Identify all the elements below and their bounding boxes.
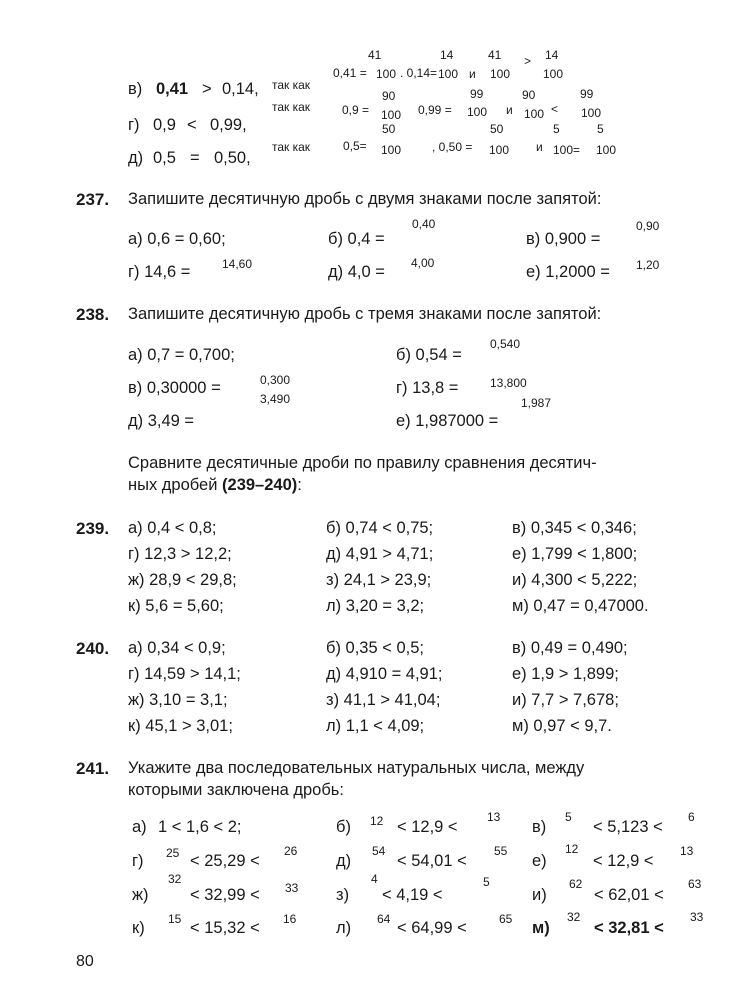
handwritten-answer: 13,800 — [490, 376, 527, 390]
hw-note: 50 — [490, 122, 504, 136]
ex236-d-sign: = — [190, 149, 200, 167]
handwritten-answer: 0,40 — [412, 217, 436, 231]
exercise-number: 238. — [76, 305, 110, 324]
ex236-v-expr-pre: 0,41 — [156, 80, 189, 98]
task-item: и) 4,300 < 5,222; — [512, 571, 638, 589]
handwritten-answer: 55 — [494, 844, 508, 858]
hw-note: 5 — [597, 122, 604, 136]
task-expression: < 32,81 < — [594, 919, 664, 937]
task-expression: < 12,9 < — [593, 852, 654, 870]
handwritten-answer: 1,987 — [521, 396, 552, 410]
handwritten-answer: 15 — [168, 912, 182, 926]
task-expression: < 62,01 < — [594, 886, 664, 904]
handwritten-answer: 33 — [285, 881, 299, 895]
ex236-v-sign: > — [202, 80, 212, 98]
task-expression: < 54,01 < — [397, 852, 467, 870]
ex236-g-expr-post: 0,99, — [210, 116, 247, 134]
task-expression: < 4,19 < — [382, 886, 443, 904]
handwritten-answer: 14,60 — [222, 257, 253, 271]
task-expression: < 32,99 < — [190, 886, 260, 904]
task-item: з) 24,1 > 23,9; — [326, 571, 432, 589]
handwritten-answer: 5 — [565, 810, 572, 824]
task-expression: < 25,29 < — [190, 852, 260, 870]
task-expression: < 15,32 < — [190, 919, 260, 937]
hw-note: и — [536, 140, 543, 154]
ex236-g-label: г) — [128, 116, 140, 134]
task-item: д) 4,910 = 4,91; — [326, 665, 443, 683]
ex236-d-expr-post: 0,50, — [214, 149, 251, 167]
hw-note: 100= — [553, 143, 581, 157]
page-number: 80 — [76, 953, 94, 970]
task-label: в) — [532, 818, 547, 836]
hw-note: 100 — [467, 105, 488, 119]
task-item: д) 4,91 > 4,71; — [326, 545, 434, 563]
task-item: б) 0,74 < 0,75; — [326, 519, 434, 537]
hw-note: > — [524, 54, 532, 68]
task-item: д) 3,49 = — [128, 412, 195, 430]
handwritten-answer: 0,300 — [260, 373, 291, 387]
handwritten-answer: 4 — [371, 872, 378, 886]
task-label: к) — [132, 919, 145, 937]
hw-note: 41 — [368, 48, 382, 62]
ex236-d-label: д) — [128, 149, 144, 167]
task-label: м) — [532, 919, 550, 937]
exercise-number: 239. — [76, 519, 110, 538]
handwritten-answer: 33 — [690, 910, 704, 924]
task-item: ж) 28,9 < 29,8; — [128, 571, 237, 589]
exercise-title-cont: которыми заключена дробь: — [128, 781, 344, 799]
task-label: з) — [336, 886, 350, 904]
hw-note: 0,41 = — [333, 66, 367, 80]
task-expression: < 5,123 < — [593, 818, 663, 836]
hw-note: 90 — [382, 89, 396, 103]
handwritten-answer: 3,490 — [260, 392, 291, 406]
handwritten-answer: 13 — [487, 810, 501, 824]
hw-note: 100 — [596, 143, 617, 157]
task-item: б) 0,35 < 0,5; — [326, 639, 424, 657]
exercise-number: 241. — [76, 759, 110, 778]
task-item: м) 0,97 < 9,7. — [512, 717, 612, 735]
hw-note: 14 — [545, 48, 559, 62]
handwritten-answer: 6 — [688, 810, 695, 824]
hw-note: 0,5= — [343, 139, 367, 153]
task-item: з) 41,1 > 41,04; — [326, 691, 441, 709]
task-item: е) 1,2000 = — [526, 263, 610, 281]
task-label: б) — [336, 818, 351, 836]
task-expression: < 12,9 < — [397, 818, 458, 836]
task-item: и) 7,7 > 7,678; — [512, 691, 619, 709]
task-label: д) — [336, 852, 352, 870]
task-item: е) 1,987000 = — [396, 412, 499, 430]
section-intro-line1: Сравните десятичные дроби по правилу сравнения десятич- — [128, 454, 597, 472]
handwritten-answer: 0,540 — [490, 337, 521, 351]
hw-note: 100 — [490, 67, 511, 81]
task-item: е) 1,9 > 1,899; — [512, 665, 619, 683]
exercise-number: 237. — [76, 190, 110, 209]
handwritten-answer: 63 — [688, 877, 702, 891]
task-label: и) — [532, 886, 547, 904]
task-item: а) 0,6 = 0,60; — [128, 230, 226, 248]
hw-note: 100 — [381, 108, 402, 122]
hw-note: 100 — [581, 106, 602, 120]
ex236-g-sign: < — [187, 116, 197, 134]
hw-note: 100 — [489, 143, 510, 157]
handwritten-answer: 64 — [377, 912, 391, 926]
handwritten-answer: 16 — [283, 912, 297, 926]
hw-note: и — [506, 103, 513, 117]
task-item: м) 0,47 = 0,47000. — [512, 597, 649, 615]
ex236-g-takkak: так как — [272, 100, 311, 114]
handwritten-answer: 25 — [166, 846, 180, 860]
handwritten-answer: 32 — [567, 910, 581, 924]
hw-note: 41 — [488, 48, 502, 62]
hw-note: 5 — [553, 122, 560, 136]
ex236-v-expr-post: 0,14, — [222, 80, 259, 98]
hw-note: 99 — [470, 87, 484, 101]
task-item: б) 0,54 = — [396, 346, 462, 364]
task-item: ж) 3,10 = 3,1; — [128, 691, 228, 709]
hw-note: 100 — [376, 67, 397, 81]
hw-note: 0,9 = — [342, 103, 370, 117]
task-item: в) 0,30000 = — [128, 379, 221, 397]
hw-note: 100 — [543, 67, 564, 81]
section-intro-line2: ных дробей (239–240): — [128, 476, 302, 494]
task-label: а) — [132, 818, 147, 836]
task-item: г) 13,8 = — [396, 379, 459, 397]
hw-note: 100 — [381, 143, 402, 157]
handwritten-answer: 4,00 — [411, 256, 435, 270]
ex236-g-expr-pre: 0,9 — [153, 116, 176, 134]
hw-note: 100 — [438, 67, 459, 81]
ex236-d-takkak: так как — [272, 140, 311, 154]
hw-note: и — [469, 67, 476, 81]
task-item: л) 1,1 < 4,09; — [326, 717, 425, 735]
ex236-v-label: в) — [128, 80, 143, 98]
hw-note: < — [551, 102, 559, 116]
task-item: в) 0,49 = 0,490; — [512, 639, 628, 657]
hw-note: 100 — [524, 107, 545, 121]
handwritten-answer: 62 — [569, 877, 583, 891]
task-label: ж) — [132, 886, 149, 904]
handwritten-answer: 1,20 — [636, 258, 660, 272]
handwritten-answer: 13 — [680, 844, 694, 858]
task-item: а) 0,4 < 0,8; — [128, 519, 217, 537]
exercise-number: 240. — [76, 639, 110, 658]
task-item: д) 4,0 = — [328, 263, 385, 281]
task-label: г) — [132, 852, 144, 870]
task-item: а) 0,34 < 0,9; — [128, 639, 226, 657]
exercise-title: Укажите два последовательных натуральных числа, между — [128, 759, 585, 777]
task-expression: 1 < 1,6 < 2; — [158, 818, 242, 836]
task-item: г) 12,3 > 12,2; — [128, 545, 232, 563]
handwritten-answer: 0,90 — [636, 219, 660, 233]
ex236-v-takkak: так как — [272, 78, 311, 92]
task-item: б) 0,4 = — [328, 230, 385, 248]
exercise-title: Запишите десятичную дробь с тремя знаками после запятой: — [128, 305, 602, 323]
handwritten-answer: 26 — [284, 844, 298, 858]
task-item: в) 0,345 < 0,346; — [512, 519, 637, 537]
task-item: е) 1,799 < 1,800; — [512, 545, 638, 563]
task-item: к) 5,6 = 5,60; — [128, 597, 224, 615]
handwritten-answer: 54 — [372, 844, 386, 858]
exercise-title: Запишите десятичную дробь с двумя знаками после запятой: — [128, 190, 602, 208]
handwritten-answer: 12 — [370, 814, 384, 828]
hw-note: 90 — [522, 88, 536, 102]
hw-note: , 0,50 = — [432, 140, 473, 154]
ex236-d-expr-pre: 0,5 — [153, 149, 176, 167]
task-label: л) — [336, 919, 352, 937]
task-item: л) 3,20 = 3,2; — [326, 597, 425, 615]
hw-note: 14 — [440, 48, 454, 62]
handwritten-answer: 5 — [483, 875, 490, 889]
hw-note: 50 — [382, 122, 396, 136]
task-expression: < 64,99 < — [397, 919, 467, 937]
task-item: г) 14,6 = — [128, 263, 191, 281]
task-item: к) 45,1 > 3,01; — [128, 717, 233, 735]
handwritten-answer: 32 — [168, 872, 182, 886]
task-item: г) 14,59 > 14,1; — [128, 665, 241, 683]
handwritten-answer: 12 — [565, 842, 579, 856]
handwritten-answer: 65 — [499, 912, 513, 926]
task-label: е) — [532, 852, 547, 870]
hw-note: 99 — [580, 87, 594, 101]
hw-note: 0,99 = — [418, 103, 452, 117]
hw-note: . 0,14= — [400, 66, 438, 80]
task-item: а) 0,7 = 0,700; — [128, 346, 235, 364]
task-item: в) 0,900 = — [526, 230, 601, 248]
